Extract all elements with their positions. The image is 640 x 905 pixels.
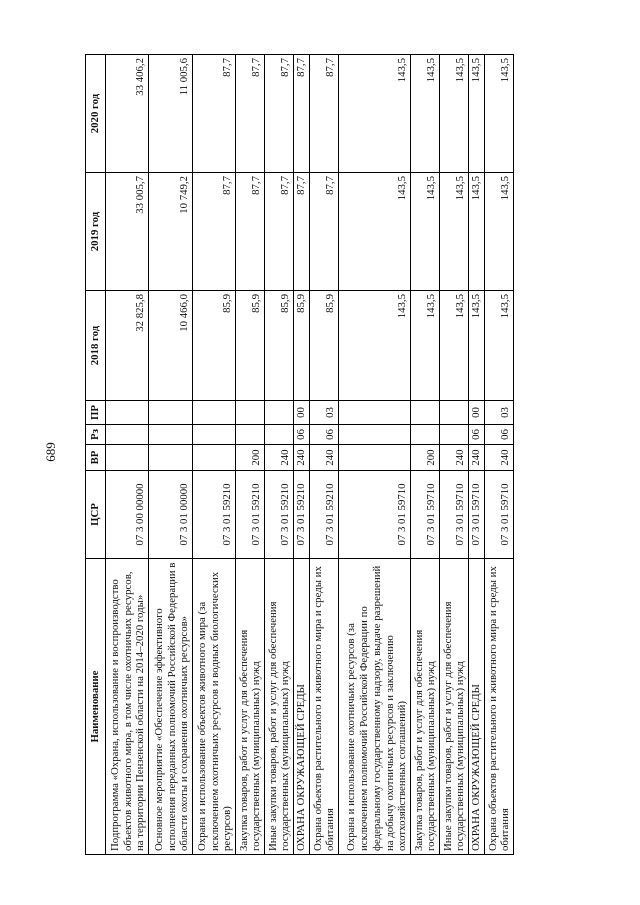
cell-vr <box>149 445 193 471</box>
cell-name: Охрана и использование охотничьих ресурсов (за исключением полномочий Российской Федерации по федеральному государственному надзору, выдаче разрешений на добычу охотничьих ресурсов и заключению охотхозяйственных соглашений) <box>339 559 411 855</box>
rotated-table-container <box>85 55 545 855</box>
cell-vr <box>106 445 149 471</box>
cell-pr <box>193 401 236 425</box>
table-row <box>310 55 339 855</box>
table-row <box>149 55 193 855</box>
cell-rz <box>411 425 440 445</box>
cell-2018: 85,9 <box>294 291 310 401</box>
cell-name: Основное мероприятие «Обеспечение эффективного исполнения переданных полномочий Российской Федерации в области охоты и сохранения охотничьих ресурсов» <box>149 559 193 855</box>
cell-2018: 85,9 <box>236 291 265 401</box>
cell-pr: 00 <box>469 401 485 425</box>
header-2019: 2019 год <box>86 173 106 291</box>
header-rz: Рз <box>86 425 106 445</box>
cell-pr: 03 <box>485 401 514 425</box>
cell-vr: 200 <box>411 445 440 471</box>
cell-csr: 07 3 01 59210 <box>294 471 310 559</box>
table-row <box>339 55 411 855</box>
table-header-row <box>86 55 106 855</box>
cell-2020: 87,7 <box>294 55 310 173</box>
cell-rz <box>265 425 294 445</box>
cell-rz <box>193 425 236 445</box>
cell-csr: 07 3 01 59210 <box>310 471 339 559</box>
cell-2020: 143,5 <box>469 55 485 173</box>
cell-csr: 07 3 01 59710 <box>339 471 411 559</box>
cell-2020: 143,5 <box>440 55 469 173</box>
cell-pr <box>236 401 265 425</box>
cell-name: ОХРАНА ОКРУЖАЮЩЕЙ СРЕДЫ <box>294 559 310 855</box>
cell-2018: 143,5 <box>411 291 440 401</box>
cell-2020: 11 005,6 <box>149 55 193 173</box>
cell-pr <box>440 401 469 425</box>
cell-vr: 240 <box>440 445 469 471</box>
cell-2020: 87,7 <box>310 55 339 173</box>
cell-2020: 87,7 <box>265 55 294 173</box>
cell-2018: 143,5 <box>440 291 469 401</box>
cell-2020: 87,7 <box>236 55 265 173</box>
cell-name: Охрана и использование объектов животного мира (за исключением охотничьих ресурсов и водных биологических ресурсов) <box>193 559 236 855</box>
table-row <box>265 55 294 855</box>
table-row <box>236 55 265 855</box>
cell-rz <box>236 425 265 445</box>
table-row <box>485 55 514 855</box>
cell-name: Закупка товаров, работ и услуг для обеспечения государственных (муниципальных) нужд <box>411 559 440 855</box>
header-2020: 2020 год <box>86 55 106 173</box>
cell-csr: 07 3 01 59710 <box>440 471 469 559</box>
cell-rz <box>440 425 469 445</box>
cell-rz: 06 <box>485 425 514 445</box>
cell-2019: 143,5 <box>485 173 514 291</box>
cell-2020: 143,5 <box>485 55 514 173</box>
cell-2020: 143,5 <box>411 55 440 173</box>
cell-2019: 33 005,7 <box>106 173 149 291</box>
cell-csr: 07 3 01 59210 <box>265 471 294 559</box>
cell-2018: 143,5 <box>485 291 514 401</box>
cell-pr <box>411 401 440 425</box>
cell-rz: 06 <box>310 425 339 445</box>
cell-2019: 143,5 <box>469 173 485 291</box>
cell-csr: 07 3 01 59210 <box>193 471 236 559</box>
cell-vr <box>193 445 236 471</box>
header-pr: ПР <box>86 401 106 425</box>
cell-2019: 87,7 <box>193 173 236 291</box>
page-number: 689 <box>43 442 58 462</box>
cell-name: Иные закупки товаров, работ и услуг для обеспечения государственных (муниципальных) нужд <box>440 559 469 855</box>
cell-csr: 07 3 00 00000 <box>106 471 149 559</box>
cell-rz: 06 <box>469 425 485 445</box>
cell-2019: 10 749,2 <box>149 173 193 291</box>
cell-vr: 240 <box>310 445 339 471</box>
cell-2019: 143,5 <box>440 173 469 291</box>
cell-pr <box>149 401 193 425</box>
cell-vr: 240 <box>294 445 310 471</box>
cell-rz <box>339 425 411 445</box>
cell-pr: 00 <box>294 401 310 425</box>
cell-2019: 87,7 <box>294 173 310 291</box>
cell-2020: 87,7 <box>193 55 236 173</box>
header-vr: ВР <box>86 445 106 471</box>
cell-2019: 87,7 <box>265 173 294 291</box>
cell-2018: 85,9 <box>310 291 339 401</box>
cell-2018: 85,9 <box>265 291 294 401</box>
cell-pr <box>265 401 294 425</box>
cell-name: Иные закупки товаров, работ и услуг для обеспечения государственных (муниципальных) нужд <box>265 559 294 855</box>
cell-name: ОХРАНА ОКРУЖАЮЩЕЙ СРЕДЫ <box>469 559 485 855</box>
cell-2018: 10 466,0 <box>149 291 193 401</box>
cell-vr: 200 <box>236 445 265 471</box>
cell-csr: 07 3 01 59710 <box>485 471 514 559</box>
cell-name: Подпрограмма «Охрана, использование и воспроизводство объектов животного мира, в том числе охотничьих ресурсов, на территории Пензенской области на 2014–2020 годы» <box>106 559 149 855</box>
table-row <box>411 55 440 855</box>
cell-rz <box>106 425 149 445</box>
cell-2020: 143,5 <box>339 55 411 173</box>
cell-name: Охрана объектов растительного и животного мира и среды их обитания <box>485 559 514 855</box>
table-row <box>469 55 485 855</box>
cell-rz: 06 <box>294 425 310 445</box>
cell-pr <box>339 401 411 425</box>
cell-csr: 07 3 01 00000 <box>149 471 193 559</box>
cell-2018: 32 825,8 <box>106 291 149 401</box>
budget-table <box>85 54 514 855</box>
cell-name: Охрана объектов растительного и животного мира и среды их обитания <box>310 559 339 855</box>
cell-2018: 143,5 <box>469 291 485 401</box>
cell-2019: 87,7 <box>236 173 265 291</box>
cell-pr: 03 <box>310 401 339 425</box>
cell-pr <box>106 401 149 425</box>
cell-csr: 07 3 01 59710 <box>411 471 440 559</box>
cell-csr: 07 3 01 59210 <box>236 471 265 559</box>
header-2018: 2018 год <box>86 291 106 401</box>
cell-vr: 240 <box>485 445 514 471</box>
cell-vr: 240 <box>265 445 294 471</box>
cell-2020: 33 406,2 <box>106 55 149 173</box>
table-row <box>294 55 310 855</box>
cell-2019: 143,5 <box>411 173 440 291</box>
cell-vr <box>339 445 411 471</box>
cell-name: Закупка товаров, работ и услуг для обеспечения государственных (муниципальных) нужд <box>236 559 265 855</box>
header-csr: ЦСР <box>86 471 106 559</box>
cell-rz <box>149 425 193 445</box>
header-name: Наименование <box>86 559 106 855</box>
cell-csr: 07 3 01 59710 <box>469 471 485 559</box>
table-row <box>193 55 236 855</box>
cell-2018: 85,9 <box>193 291 236 401</box>
cell-vr: 240 <box>469 445 485 471</box>
table-row <box>106 55 149 855</box>
cell-2019: 87,7 <box>310 173 339 291</box>
table-row <box>440 55 469 855</box>
cell-2019: 143,5 <box>339 173 411 291</box>
cell-2018: 143,5 <box>339 291 411 401</box>
